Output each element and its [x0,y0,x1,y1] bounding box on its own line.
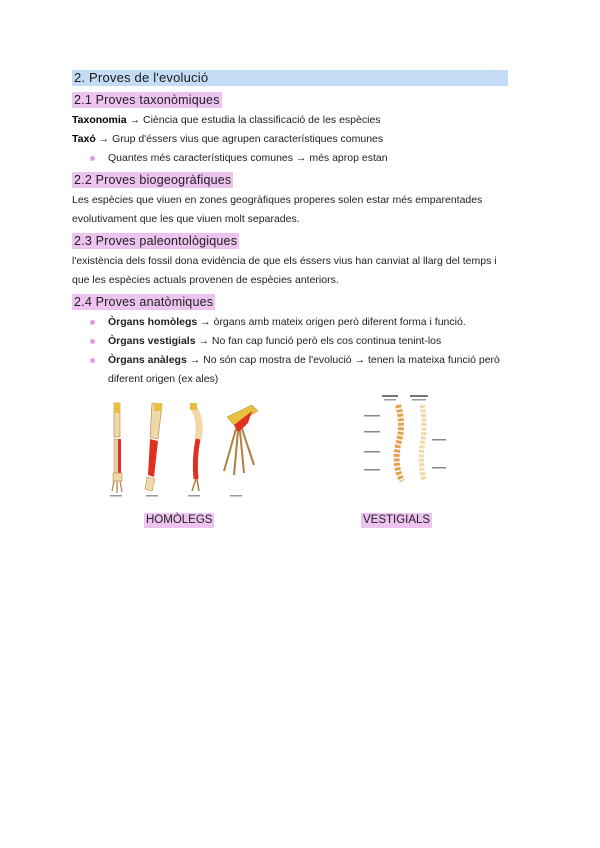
list-item-analogs: Òrgans anàlegs → No són cap mostra de l'evolució → tenen la mateixa funció però [72,351,508,370]
heading-paleontological: 2.3 Proves paleontològiques [74,234,238,248]
biogeo-text-line: Les espècies que viuen en zones geogràfiques properes solen estar més emparentades [72,194,483,206]
taxonomy-definition: Taxonomia → Ciència que estudia la classificació de les espècies [72,114,381,126]
list-item: Quantes més característiques comunes → més aprop estan [72,149,508,168]
taxon-definition: Taxó → Grup d'éssers vius que agrupen característiques comunes [72,133,384,145]
paleo-text-line: l'existència dels fossil dona evidència de que els éssers vius han canviat al llarg del temps i [72,255,497,267]
document-page [72,70,508,530]
figures-area [72,395,508,530]
paleo-text-line: que les espècies actuals provenen de espècies anteriors. [72,274,339,286]
heading-taxonomic: 2.1 Proves taxonòmiques [74,93,220,107]
biogeo-text-line: evolutivament que les que viuen molt separades. [72,213,300,225]
homologs-caption: HOMÒLEGS [146,514,213,526]
heading-biogeographic: 2.2 Proves biogeogràfiques [74,173,232,187]
list-item-homologs: Òrgans homòlegs → òrgans amb mateix origen però diferent forma i funció. [72,313,508,332]
vestigials-caption: VESTIGIALS [363,514,431,526]
heading-anatomical: 2.4 Proves anatòmiques [74,295,214,309]
vestigial-spine-image [362,395,452,485]
list-item-vestigials: Òrgans vestigials → No fan cap funció però els cos continua tenint-los [72,332,508,351]
homologous-limbs-image [102,399,277,497]
section-heading: 2. Proves de l'evolució [72,70,508,86]
analogs-continuation: diferent origen (ex ales) [108,373,219,385]
